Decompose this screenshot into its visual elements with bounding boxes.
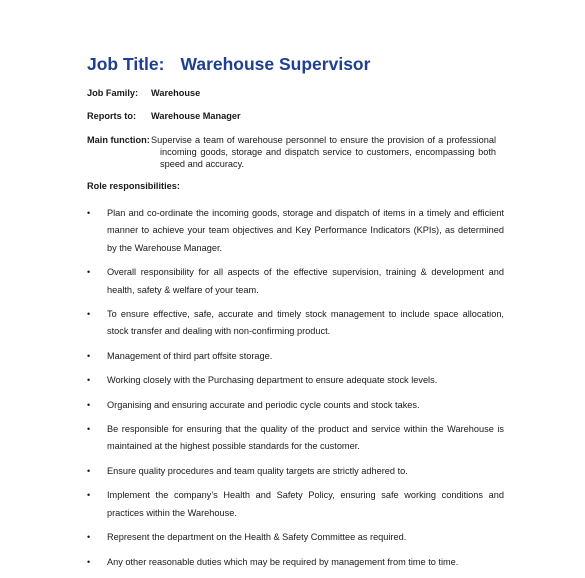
bullet-icon: •	[87, 532, 91, 543]
list-item-text: Working closely with the Purchasing department to ensure adequate stock levels.	[107, 375, 438, 386]
main-function-text: Supervise a team of warehouse personnel to ensure the provision of a professional incoming goods, storage and dispatch service to customers, encompassing both speed and accuracy.	[151, 135, 496, 169]
bullet-icon: •	[87, 556, 91, 567]
list-item-text: To ensure effective, safe, accurate and timely stock management to include space allocation, stock transfer and dealing with non-confirming product.	[107, 309, 504, 337]
bullet-icon: •	[87, 490, 91, 501]
list-item	[87, 306, 504, 341]
bullet-icon: •	[87, 309, 91, 320]
bullet-icon: •	[87, 424, 91, 435]
list-item	[87, 529, 504, 546]
bullet-icon: •	[87, 375, 91, 386]
list-item-text: Management of third part offsite storage.	[107, 350, 273, 361]
list-item	[87, 487, 504, 522]
list-item	[87, 348, 504, 365]
list-item-text: Represent the department on the Health & Safety Committee as required.	[107, 532, 407, 543]
bullet-icon: •	[87, 465, 91, 476]
reports-to-value: Warehouse Manager	[151, 111, 241, 121]
list-item-text: Organising and ensuring accurate and periodic cycle counts and stock takes.	[107, 399, 420, 410]
role-responsibilities-heading: Role responsibilities:	[87, 181, 180, 191]
main-function-label: Main function:	[87, 135, 150, 145]
list-item	[87, 421, 504, 456]
responsibilities-list	[87, 205, 517, 578]
reports-to-label: Reports to:	[87, 111, 136, 121]
bullet-icon: •	[87, 350, 91, 361]
list-item-text: Ensure quality procedures and team quality targets are strictly adhered to.	[107, 465, 408, 476]
list-item	[87, 397, 504, 414]
list-item-text: Overall responsibility for all aspects of the effective supervision, training & development and health, safety & welfare of your team.	[107, 267, 504, 295]
bullet-icon: •	[87, 267, 91, 278]
list-item-text: Plan and co-ordinate the incoming goods, storage and dispatch of items in a timely and efficient manner to achieve your team objectives and Key Performance Indicators (KPIs), as determined by the Warehouse Manager.	[107, 208, 504, 253]
list-item-text: Be responsible for ensuring that the quality of the product and service within the Warehouse is maintained at the highest possible standards for the customer.	[107, 424, 504, 452]
bullet-icon: •	[87, 399, 91, 410]
list-item-text: Any other reasonable duties which may be required by management from time to time.	[107, 556, 459, 567]
bullet-icon: •	[87, 208, 91, 218]
job-title-heading	[87, 54, 370, 75]
job-title-prefix: Job Title:	[87, 54, 165, 74]
job-family-label: Job Family:	[87, 88, 139, 98]
list-item	[87, 264, 504, 299]
list-item	[87, 554, 504, 571]
list-item	[87, 205, 504, 257]
list-item-text: Implement the company’s Health and Safety Policy, ensuring safe working conditions and practices within the Warehouse.	[107, 490, 504, 518]
job-title-value: Warehouse Supervisor	[180, 54, 371, 74]
job-family-value: Warehouse	[151, 88, 201, 98]
list-item	[87, 463, 504, 480]
list-item	[87, 372, 504, 389]
